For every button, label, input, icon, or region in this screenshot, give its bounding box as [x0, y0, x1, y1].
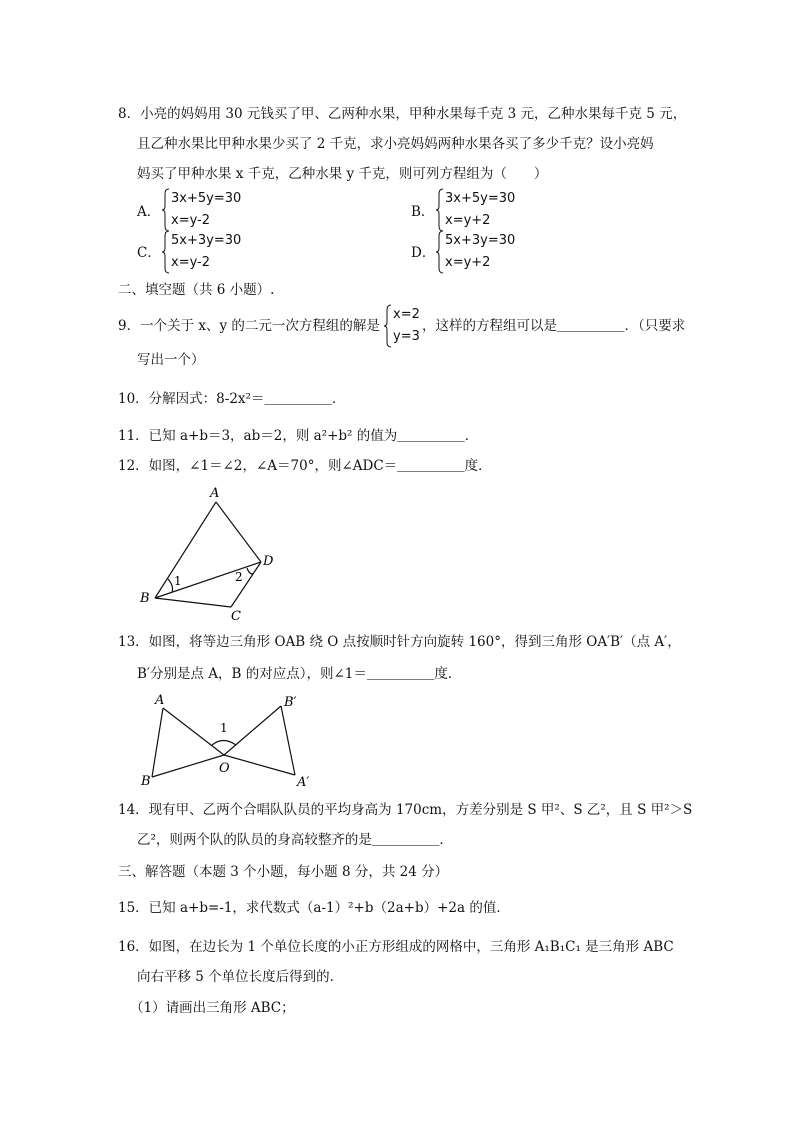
- q8-option-d-system: [436, 230, 576, 274]
- q12: 12．如图，∠1＝∠2，∠A＝70°，则∠ADC＝＿＿＿＿＿度．: [118, 458, 492, 474]
- q8-line3: 妈买了甲种水果 x 千克，乙种水果 y 千克，则可列方程组为（ ）: [137, 166, 548, 182]
- angle-2-arc: [247, 568, 253, 574]
- q8-option-b-eq1: 3x+5y=30: [445, 191, 516, 206]
- figure-12-triangle-diagram: [130, 482, 300, 627]
- q8-option-c-eq1: 5x+3y=30: [171, 233, 242, 248]
- label-a: A: [210, 486, 220, 501]
- label-o: O: [219, 761, 230, 776]
- label-d: D: [263, 554, 274, 569]
- label-a-prime: A′: [297, 775, 310, 790]
- label-b: B: [141, 774, 151, 789]
- q13-line2: B′分别是点 A，B 的对应点），则∠1＝＿＿＿＿＿度．: [137, 666, 462, 682]
- q16-line1: 16．如图，在边长为 1 个单位长度的小正方形组成的网格中，三角形 A₁B₁C₁ 是三角形 ABC: [118, 939, 674, 955]
- q8-line1: 8．小亮的妈妈用 30 元钱买了甲、乙两种水果，甲种水果每千克 3 元，乙种水果每千克 5 元，: [118, 106, 687, 122]
- q14-line1: 14．现有甲、乙两个合唱队队员的平均身高为 170cm，方差分别是 S 甲²、S 乙²，且 S 甲²＞S: [118, 802, 693, 818]
- segment-bd: [155, 562, 261, 598]
- q9-part2: ，这样的方程组可以是＿＿＿＿＿．（只要求: [422, 318, 686, 334]
- q8-option-b-label: B．: [411, 204, 435, 220]
- q14-line2: 乙²，则两个队的队员的身高较整齐的是＿＿＿＿＿．: [137, 832, 453, 848]
- label-a: A: [155, 693, 165, 708]
- q8-option-c-label: C．: [137, 245, 161, 261]
- segment-bo: [152, 755, 224, 777]
- q8-option-a-eq2: x=y-2: [171, 213, 211, 228]
- q8-option-a-system: [162, 188, 302, 232]
- q9-eq1: x=2: [393, 307, 420, 322]
- brace-icon: [436, 188, 444, 232]
- q11: 11．已知 a+b＝3，ab＝2，则 a²+b² 的值为＿＿＿＿＿．: [118, 428, 479, 444]
- angle-1-arc: [168, 579, 173, 592]
- q8-option-d-eq1: 5x+3y=30: [445, 233, 516, 248]
- brace-icon: [162, 188, 170, 232]
- segment-b2a2: [281, 706, 295, 775]
- q9-line2: 写出一个）: [137, 352, 205, 368]
- label-b: B: [140, 591, 150, 606]
- q8-line2: 且乙种水果比甲种水果少买了 2 千克，求小亮妈妈两种水果各买了多少千克？设小亮妈: [137, 136, 654, 152]
- section-2-heading: 二、填空题（共 6 小题）.: [118, 282, 275, 298]
- segment-oa2: [224, 755, 295, 775]
- segment-ab: [152, 708, 163, 777]
- q13-line1: 13．如图，将等边三角形 OAB 绕 O 点按顺时针方向旋转 160°，得到三角形 OA′B′（点 A′，: [118, 634, 681, 650]
- q16-sub1: （1）请画出三角形 ABC；: [130, 1000, 295, 1016]
- q15: 15．已知 a+b=-1，求代数式（a-1）²+b（2a+b）+2a 的值．: [118, 900, 510, 916]
- segment-ab: [155, 502, 216, 598]
- brace-icon: [436, 230, 444, 274]
- q8-option-d-eq2: x=y+2: [445, 255, 491, 270]
- section-3-heading: 三、解答题（本题 3 个小题，每小题 8 分，共 24 分）: [118, 864, 449, 880]
- segment-bc: [155, 598, 231, 607]
- label-b-prime: B′: [284, 695, 297, 710]
- q16-line2: 向右平移 5 个单位长度后得到的．: [137, 969, 344, 985]
- q10: 10．分解因式：8-2x²＝＿＿＿＿＿．: [118, 391, 346, 407]
- figure-13-rotation-diagram: [135, 690, 320, 790]
- q8-option-d-label: D．: [411, 245, 436, 261]
- q8-option-b-eq2: x=y+2: [445, 213, 491, 228]
- segment-cd: [231, 562, 261, 607]
- q8-option-c-system: [162, 230, 302, 274]
- q8-option-b-system: [436, 188, 576, 232]
- q8-option-c-eq2: x=y-2: [171, 255, 211, 270]
- q9-solution-system: [384, 304, 424, 348]
- segment-ad: [216, 502, 261, 562]
- segment-ob2: [224, 706, 281, 755]
- label-c: C: [231, 609, 241, 624]
- segment-ao: [163, 708, 224, 755]
- angle-1-arc: [212, 741, 236, 746]
- q9-part1: 9．一个关于 x、y 的二元一次方程组的解是: [118, 318, 380, 334]
- brace-icon: [162, 230, 170, 274]
- q8-option-a-label: A．: [137, 204, 161, 220]
- brace-icon: [384, 304, 392, 348]
- q8-option-a-eq1: 3x+5y=30: [171, 191, 242, 206]
- q9-eq2: y=3: [393, 329, 420, 344]
- label-angle-1: 1: [174, 574, 182, 588]
- label-angle-2: 2: [235, 570, 243, 584]
- label-angle-1: 1: [220, 721, 228, 735]
